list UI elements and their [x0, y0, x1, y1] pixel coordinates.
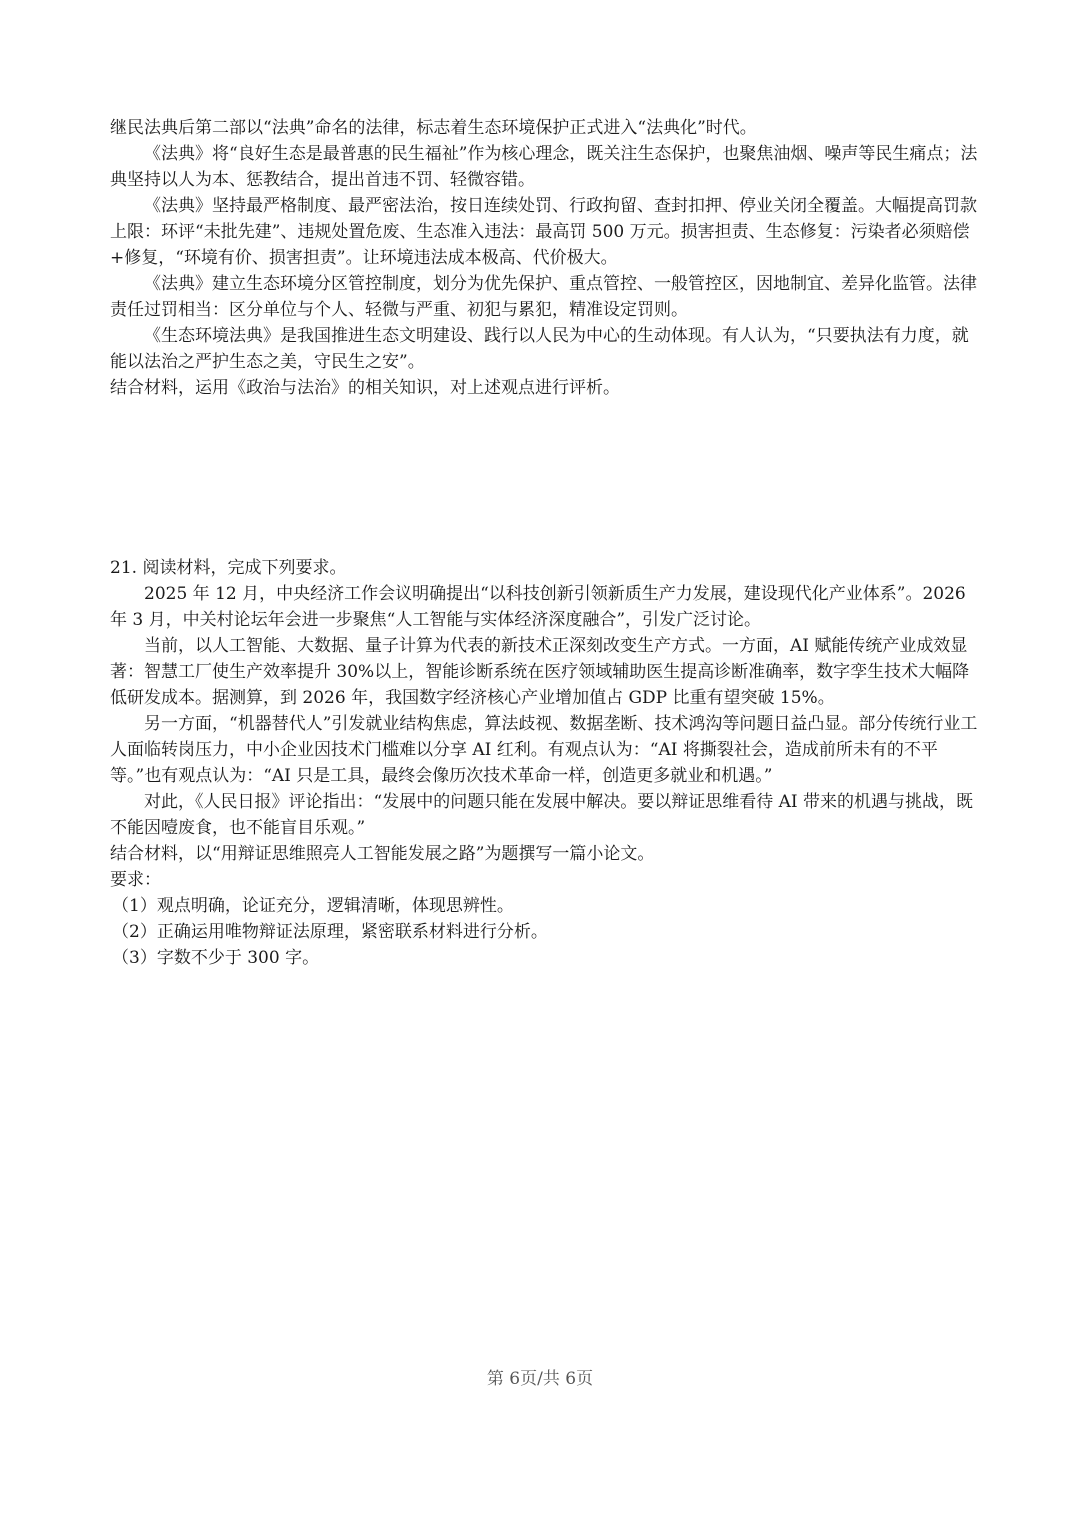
question-prompt: 结合材料，以“用辩证思维照亮人工智能发展之路”为题撰写一篇小论文。: [110, 844, 655, 864]
question-21: [110, 555, 980, 971]
paragraph: 当前，以人工智能、大数据、量子计算为代表的新技术正深刻改变生产方式。一方面，AI 赋能传统产业成效显著：智慧工厂使生产效率提升 30%以上，智能诊断系统在医疗领域辅助医生提高诊断准确率，数字孪生技术大幅降低研发成本。据测算，到 2026 年，我国数字经济核心产业增加值占 GDP 比重有望突破 15%。: [110, 636, 970, 708]
requirement-item: （2）正确运用唯物辩证法原理，紧密联系材料进行分析。: [112, 922, 548, 942]
paragraph: 《法典》将“良好生态是最普惠的民生福祉”作为核心理念，既关注生态保护，也聚焦油烟、噪声等民生痛点；法典坚持以人为本、惩教结合，提出首违不罚、轻微容错。: [110, 144, 978, 190]
question-prompt: 结合材料，运用《政治与法治》的相关知识，对上述观点进行评析。: [110, 378, 620, 398]
question-20-material: [110, 115, 980, 401]
question-heading: 21. 阅读材料，完成下列要求。: [110, 558, 347, 578]
requirement-item: （3）字数不少于 300 字。: [112, 948, 320, 968]
paragraph: 继民法典后第二部以“法典”命名的法律，标志着生态环境保护正式进入“法典化”时代。: [110, 118, 757, 138]
paragraph: 《法典》坚持最严格制度、最严密法治，按日连续处罚、行政拘留、查封扣押、停业关闭全覆盖。大幅提高罚款上限：环评“未批先建”、违规处置危废、生态准入违法：最高罚 500 万元。损害担责、生态修复：污染者必须赔偿+修复，“环境有价、损害担责”。让环境违法成本极高、代价极大。: [110, 196, 977, 268]
requirements-label: 要求：: [110, 870, 161, 890]
paragraph: 另一方面，“机器替代人”引发就业结构焦虑，算法歧视、数据垄断、技术鸿沟等问题日益凸显。部分传统行业工人面临转岗压力，中小企业因技术门槛难以分享 AI 红利。有观点认为：“AI 将撕裂社会，造成前所未有的不平等。”也有观点认为：“AI 只是工具，最终会像历次技术革命一样，创造更多就业和机遇。”: [110, 714, 978, 786]
page-footer: 第 6页/共 6页: [486, 1369, 594, 1389]
paragraph: 对此，《人民日报》评论指出：“发展中的问题只能在发展中解决。要以辩证思维看待 AI 带来的机遇与挑战，既不能因噎废食，也不能盲目乐观。”: [110, 792, 973, 838]
paragraph: 《生态环境法典》是我国推进生态文明建设、践行以人民为中心的生动体现。有人认为，“只要执法有力度，就能以法治之严护生态之美，守民生之安”。: [110, 326, 969, 372]
requirement-item: （1）观点明确，论证充分，逻辑清晰，体现思辨性。: [112, 896, 514, 916]
paragraph: 2025 年 12 月，中央经济工作会议明确提出“以科技创新引领新质生产力发展，建设现代化产业体系”。2026 年 3 月，中关村论坛年会进一步聚焦“人工智能与实体经济深度融合”，引发广泛讨论。: [110, 584, 966, 630]
paragraph: 《法典》建立生态环境分区管控制度，划分为优先保护、重点管控、一般管控区，因地制宜、差异化监管。法律责任过罚相当：区分单位与个人、轻微与严重、初犯与累犯，精准设定罚则。: [110, 274, 977, 320]
